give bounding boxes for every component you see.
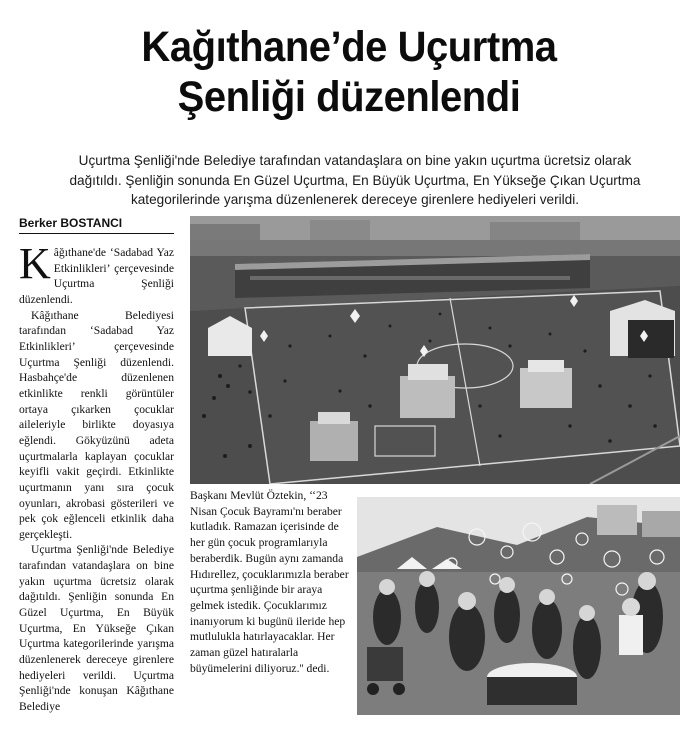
paragraph-1 (19, 239, 174, 308)
byline: Berker BOSTANCI (19, 216, 174, 234)
body-column-2: Başkanı Mevlüt Öztekin, ‘‘23 Nisan Çocuk Bayramı'nı beraber kutladık. Ramazan içerisinde de her gün çocuk programlarıyla beraberdik. Bugün aynı zamanda Hıdırellez, çocuklarımızla beraber uçurtma şenliğinde bir araya gelmek istedik. Çocuklarımız inanıyorum ki bugünü ileride hep mutlulukla hatırlayacaklar. Her zaman güzel hatıralarla büyümelerini diliyoruz.'' dedi. (190, 489, 349, 675)
children-bubbles-photo (357, 497, 680, 715)
paragraph-1-text: âğıthane'de ‘Sadabad Yaz Etkinlikleri’ çerçevesinde Uçurtma Şenliği düzenlendi. (19, 246, 174, 306)
headline-line-2: Şenliği düzenlendi (177, 73, 521, 121)
paragraph-3: Uçurtma Şenliği'nde Belediye tarafından vatandaşlara on bine yakın uçurtma ücretsiz olarak dağıtıldı. Şenliğin sonunda En Güzel Uçurtma, En Büyük Uçurtma, En Yükseğe Çıkan Uçurtma kategorilerinde yarışma düzenlenerek dereceye girenlere hediyeleri verildi. Uçurtma Şenliği'nde konuşan Kâğıthane Belediye (19, 543, 174, 714)
headline-line-1: Kağıthane’de Uçurtma (141, 23, 557, 71)
paragraph-2: Kâğıthane Belediyesi tarafından ‘Sadabad Yaz Etkinlikleri’ çerçevesinde Uçurtma Şenliği düzenlendi. Hasbahçe'de düzenlenen etkinlikte renkli görüntüler ortaya çıkarken çocuklar aileleriyle birlikte doyasıya eğlendi. Gökyüzünü adeta uçurtmalarla kaplayan çocuklar keyifli vakit geçirdi. Etkinlikte uçurtmanın yanı sıra çocuk oyunları, akrobasi gösterileri ve pek çok eğlenceli etkinlik daha gerçekleşti. (19, 308, 174, 541)
subheadline: Uçurtma Şenliği'nde Belediye tarafından vatandaşlara on bine yakın uçurtma ücretsiz olarak dağıtıldı. Şenliğin sonunda En Güzel Uçurtma, En Büyük Uçurtma, En Yükseğe Çıkan Uçurtma kategorilerinde yarışma düzenlenerek dereceye girenlere hediyeleri verildi. (69, 153, 641, 207)
festival-field-aerial-photo (190, 216, 680, 484)
body-column-1 (19, 239, 174, 715)
drop-cap: K (19, 239, 51, 288)
headline (24, 22, 673, 122)
